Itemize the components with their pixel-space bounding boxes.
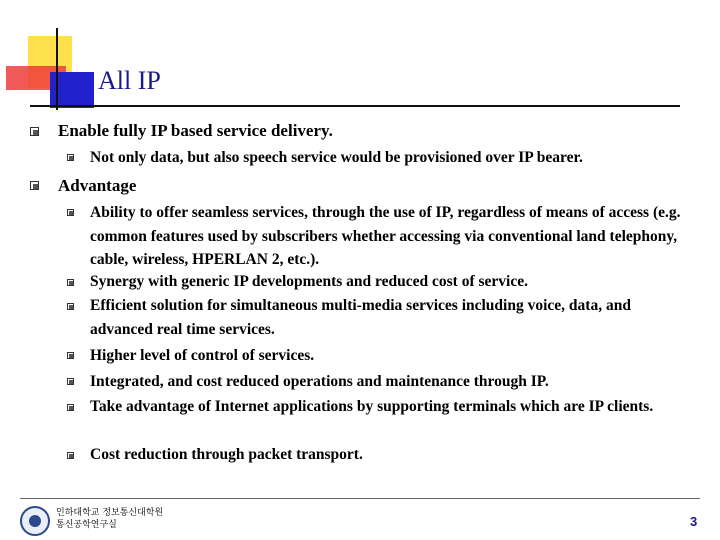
square-bullet-icon	[67, 154, 74, 161]
sub-bullet-integrated-operations: Integrated, and cost reduced operations and maintenance through IP.	[90, 373, 549, 390]
square-bullet-icon	[67, 378, 74, 385]
square-bullet-icon	[67, 209, 74, 216]
sub-bullet-speech-over-ip: Not only data, but also speech service would be provisioned over IP bearer.	[90, 149, 583, 166]
square-bullet-icon	[30, 127, 39, 136]
square-bullet-icon	[67, 303, 74, 310]
square-bullet-icon	[67, 452, 74, 459]
footer-divider	[20, 498, 700, 499]
square-bullet-icon	[67, 352, 74, 359]
footer-organization	[56, 507, 163, 531]
title-decoration-vertical-line	[56, 28, 58, 110]
page-number: 3	[690, 514, 698, 529]
bullet-advantage: Advantage	[58, 176, 137, 195]
sub-bullet-internet-applications: Take advantage of Internet applications by supporting terminals which are IP clients.	[90, 398, 654, 415]
sub-bullet-higher-control: Higher level of control of services.	[90, 347, 315, 364]
university-seal-icon	[20, 506, 50, 536]
square-bullet-icon	[67, 404, 74, 411]
square-bullet-icon	[30, 181, 39, 190]
sub-bullet-cost-reduction: Cost reduction through packet transport.	[90, 446, 363, 463]
slide-title: All IP	[98, 66, 161, 95]
sub-bullet-seamless-services: Ability to offer seamless services, through the use of IP, regardless of means of access (e.g. common features used by subscribers whether accessing via conventional land telephony, cable, wireless, HPERLAN 2, etc.).	[90, 204, 681, 268]
bullet-enable-ip: Enable fully IP based service delivery.	[58, 121, 333, 140]
sub-bullet-efficient-solution: Efficient solution for simultaneous multi-media services including voice, data, and advanced real time services.	[90, 297, 631, 338]
square-bullet-icon	[67, 279, 74, 286]
footer-org-line2: 통신공학연구실	[56, 520, 117, 530]
title-underline	[30, 105, 680, 107]
sub-bullet-synergy: Synergy with generic IP developments and reduced cost of service.	[90, 273, 528, 290]
footer-org-line1: 인하대학교 정보통신대학원	[56, 508, 164, 518]
